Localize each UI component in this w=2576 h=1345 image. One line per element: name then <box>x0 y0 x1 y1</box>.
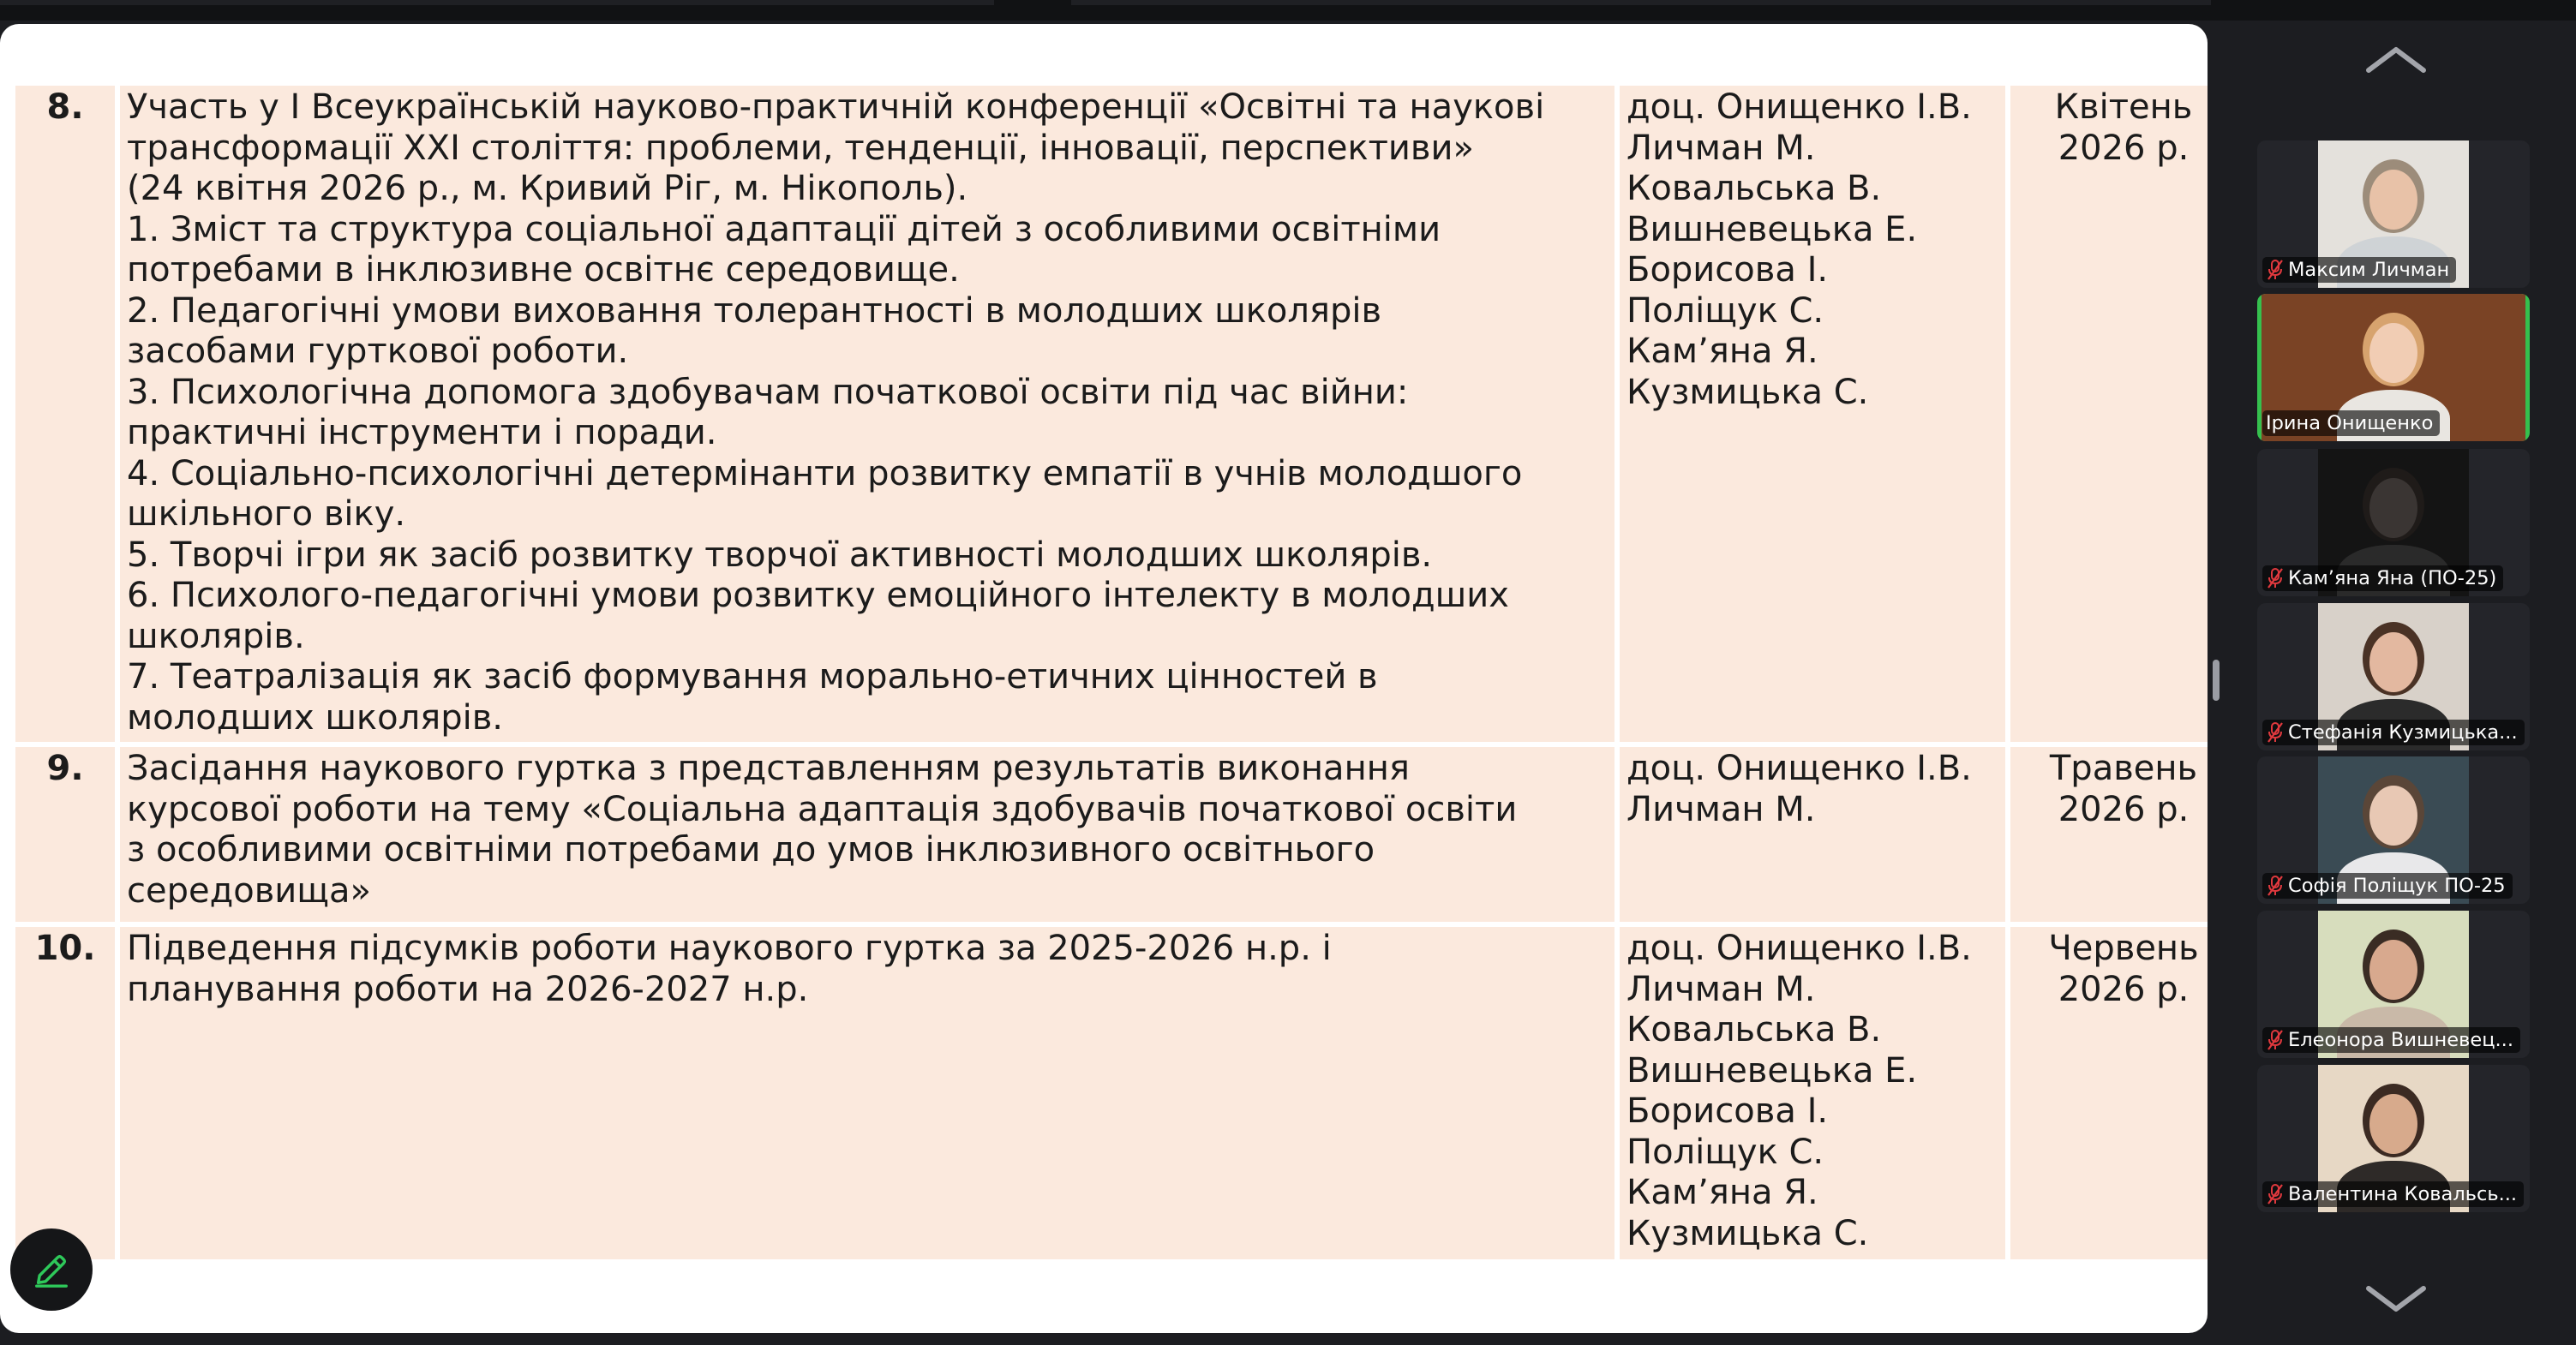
responsible-persons-line: Поліщук С. <box>1626 290 1824 331</box>
event-description-line: 7. Театралізація як засіб формування морально-етичних цінностей в <box>127 657 1378 696</box>
participant-face <box>2369 786 2417 846</box>
participant-tile[interactable] <box>2257 449 2530 596</box>
event-date-line: 2026 р. <box>2058 969 2190 1009</box>
participant-tile[interactable] <box>2257 911 2530 1058</box>
event-description-line: практичні інструменти і поради. <box>127 413 717 452</box>
event-description-line: шкільного віку. <box>127 494 406 534</box>
event-date-line: 2026 р. <box>2058 128 2190 168</box>
participant-tile[interactable] <box>2257 756 2530 904</box>
table-row <box>13 83 2208 744</box>
top-bar-segment <box>0 0 994 5</box>
table-row <box>13 924 2208 1262</box>
row-number: 10. <box>13 924 117 1262</box>
pencil-icon <box>32 1250 71 1289</box>
participant-name-tag <box>2262 1027 2520 1053</box>
participant-name-tag <box>2262 873 2513 899</box>
responsible-persons-line: Личман М. <box>1626 969 1816 1009</box>
event-description-line: молодших школярів. <box>127 697 503 738</box>
responsible-persons-line: доц. Онищенко І.В. <box>1626 749 1972 788</box>
participant-name-tag <box>2262 720 2525 745</box>
responsible-persons-line: Кам’яна Я. <box>1626 332 1818 371</box>
responsible-persons <box>1617 924 2008 1262</box>
responsible-persons <box>1617 744 2008 924</box>
plan-table <box>10 81 2208 1264</box>
participant-tile[interactable] <box>2257 140 2530 288</box>
table-row <box>13 744 2208 924</box>
event-description-line: трансформації ХХІ століття: проблеми, тенденції, інновації, перспективи» <box>127 128 1474 168</box>
participant-name: Стефанія Кузмицька... <box>2288 721 2518 744</box>
event-description-line: з особливими освітніми потребами до умов інклюзивного освітнього <box>127 830 1375 870</box>
participant-name: Кам’яна Яна (ПО-25) <box>2288 567 2497 589</box>
muted-mic-icon <box>2266 875 2285 897</box>
panel-divider-handle[interactable] <box>2213 660 2220 701</box>
muted-mic-icon <box>2266 1029 2285 1051</box>
participant-name-tag <box>2262 1181 2524 1207</box>
responsible-persons-line: Кузмицька С. <box>1626 372 1869 412</box>
annotate-button[interactable] <box>10 1228 93 1311</box>
event-date <box>2008 744 2208 924</box>
event-date-line: Квітень <box>2054 87 2193 127</box>
event-description-line: планування роботи на 2026-2027 н.р. <box>127 969 809 1009</box>
participant-name: Максим Личман <box>2288 259 2450 281</box>
row-number: 9. <box>13 744 117 924</box>
responsible-persons-line: Борисова І. <box>1626 250 1829 290</box>
shared-screen <box>0 24 2208 1333</box>
participant-name-tag <box>2262 410 2440 436</box>
event-description-line: потребами в інклюзивне освітнє середовище. <box>127 250 960 290</box>
event-description <box>117 924 1617 1262</box>
participant-face <box>2369 940 2417 1000</box>
event-date-line: 2026 р. <box>2058 789 2190 829</box>
muted-mic-icon <box>2266 721 2285 744</box>
responsible-persons-line: доц. Онищенко І.В. <box>1626 87 1972 127</box>
responsible-persons-line: Кузмицька С. <box>1626 1213 1869 1253</box>
event-description-line: 4. Соціально-психологічні детермінанти розвитку емпатії в учнів молодшого <box>127 453 1523 493</box>
scroll-down-button[interactable] <box>2362 1282 2430 1316</box>
top-bar-segment <box>1071 0 2211 5</box>
responsible-persons-line: Поліщук С. <box>1626 1132 1824 1172</box>
participant-face <box>2369 170 2417 230</box>
event-date-line: Червень <box>2048 929 2199 968</box>
responsible-persons-line: Ковальська В. <box>1626 1010 1882 1049</box>
participant-name-tag <box>2262 565 2503 591</box>
participant-name: Софія Поліщук ПО-25 <box>2288 875 2506 897</box>
event-date <box>2008 924 2208 1262</box>
participant-face <box>2369 632 2417 692</box>
event-description-line: 6. Психолого-педагогічні умови розвитку емоційного інтелекту в молодших <box>127 576 1509 615</box>
responsible-persons-line: Кам’яна Я. <box>1626 1173 1818 1212</box>
muted-mic-icon <box>2266 259 2285 281</box>
chevron-down-icon <box>2363 1283 2429 1314</box>
event-description-line: засобами гурткової роботи. <box>127 332 629 371</box>
scroll-up-button[interactable] <box>2362 43 2430 77</box>
event-description-line: Підведення підсумків роботи наукового гуртка за 2025-2026 н.р. і <box>127 929 1332 968</box>
responsible-persons-line: Вишневецька Е. <box>1626 209 1918 249</box>
event-description-line: 2. Педагогічні умови виховання толерантності в молодших школярів <box>127 290 1382 331</box>
event-date-line: Травень <box>2049 749 2198 788</box>
event-date <box>2008 83 2208 744</box>
responsible-persons-line: Личман М. <box>1626 789 1816 829</box>
participant-tile[interactable] <box>2257 603 2530 750</box>
muted-mic-icon <box>2266 567 2285 589</box>
responsible-persons-line: доц. Онищенко І.В. <box>1626 929 1972 968</box>
event-description <box>117 744 1617 924</box>
participant-face <box>2369 478 2417 538</box>
participant-tile[interactable] <box>2257 1065 2530 1212</box>
event-description-line: (24 квітня 2026 р., м. Кривий Ріг, м. Нікополь). <box>127 169 968 208</box>
event-description-line: 5. Творчі ігри як засіб розвитку творчої активності молодших школярів. <box>127 535 1433 575</box>
participant-tile[interactable] <box>2257 294 2530 441</box>
top-bar <box>0 0 2576 21</box>
event-description-line: Участь у І Всеукраїнській науково-практичній конференції «Освітні та наукові <box>127 87 1545 127</box>
participant-name: Ірина Онищенко <box>2266 412 2434 434</box>
participant-name-tag <box>2262 257 2456 283</box>
responsible-persons-line: Личман М. <box>1626 128 1816 168</box>
event-description-line: середовища» <box>127 870 371 911</box>
event-description <box>117 83 1617 744</box>
event-description-line: 3. Психологічна допомога здобувачам початкової освіти під час війни: <box>127 372 1409 412</box>
responsible-persons-line: Вишневецька Е. <box>1626 1050 1918 1091</box>
event-description-line: 1. Зміст та структура соціальної адаптації дітей з особливими освітніми <box>127 209 1441 249</box>
row-number: 8. <box>13 83 117 744</box>
participant-name: Елеонора Вишневец... <box>2288 1029 2513 1051</box>
muted-mic-icon <box>2266 1183 2285 1205</box>
responsible-persons <box>1617 83 2008 744</box>
event-description-line: школярів. <box>127 616 305 656</box>
responsible-persons-line: Борисова І. <box>1626 1091 1829 1131</box>
event-description-line: курсової роботи на тему «Соціальна адаптація здобувачів початкової освіти <box>127 789 1518 829</box>
participant-name: Валентина Ковальсь... <box>2288 1183 2518 1205</box>
chevron-up-icon <box>2363 45 2429 75</box>
event-description-line: Засідання наукового гуртка з представленням результатів виконання <box>127 749 1410 788</box>
responsible-persons-line: Ковальська В. <box>1626 169 1882 208</box>
participant-face <box>2369 1094 2417 1154</box>
participant-face <box>2369 323 2417 383</box>
